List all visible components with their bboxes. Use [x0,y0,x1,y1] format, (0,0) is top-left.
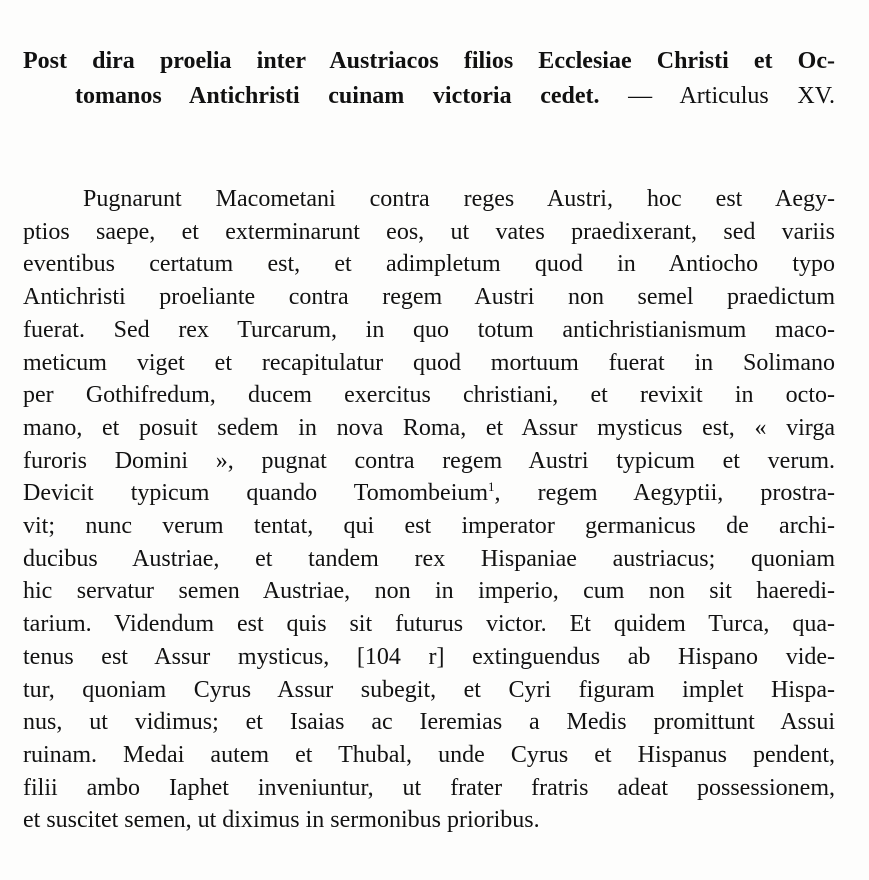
heading-title-end: tomanos Antichristi cuinam victoria cedet. [75,83,600,109]
text-line: ducibus Austriae, et tandem rex Hispaniae austriacus; quoniam [23,545,835,572]
text-line: fuerat. Sed rex Turcarum, in quo totum antichristianismum maco- [23,316,835,343]
heading-separator: — [599,83,680,109]
text-line: vit; nunc verum tentat, qui est imperator germanicus de archi- [23,513,835,540]
text-line: tur, quoniam Cyrus Assur subegit, et Cyri figuram implet Hispa- [23,676,835,703]
text-segment: Devicit typicum quando Tomombeium [23,480,489,507]
text-line: mano, et posuit sedem in nova Roma, et Assur mysticus est, « virga [23,414,835,441]
text-line: nus, ut vidimus; et Isaias ac Ieremias a Medis promittunt Assui [23,709,835,736]
text-line: tenus est Assur mysticus, [104 r] extinguendus ab Hispano vide- [23,643,835,670]
text-line: eventibus certatum est, et adimpletum quod in Antiocho typo [23,251,835,278]
text-line: ptios saepe, et exterminarunt eos, ut vates praedixerant, sed variis [23,218,835,245]
text-line: et suscitet semen, ut diximus in sermonibus prioribus. [23,807,540,834]
text-line: tarium. Videndum est quis sit futurus victor. Et quidem Turca, qua- [23,611,835,638]
heading-line-2 [23,79,835,114]
text-line: Pugnarunt Macometani contra reges Austri, hoc est Aegy- [83,186,835,212]
text-line: hic servatur semen Austriae, non in imperio, cum non sit haeredi- [23,578,835,605]
heading-line-1: Post dira proelia inter Austriacos filios Ecclesiae Christi et Oc- [23,48,835,74]
body-paragraph [23,183,835,837]
text-line: ruinam. Medai autem et Thubal, unde Cyrus et Hispanus pendent, [23,741,835,768]
article-number: Articulus XV. [679,83,835,109]
text-segment: , regem Aegyptii, prostra- [494,480,835,507]
text-line: filii ambo Iaphet inveniuntur, ut frater fratris adeat possessionem, [23,774,835,801]
text-line [23,477,835,510]
text-line: per Gothifredum, ducem exercitus christiani, et revixit in octo- [23,382,835,409]
chapter-heading [23,44,835,114]
text-line: furoris Domini », pugnat contra regem Austri typicum et verum. [23,447,835,474]
text-line: Antichristi proeliante contra regem Austri non semel praedictum [23,284,835,311]
footnote-marker: 1 [488,479,495,495]
text-line: meticum viget et recapitulatur quod mortuum fuerat in Solimano [23,349,835,376]
